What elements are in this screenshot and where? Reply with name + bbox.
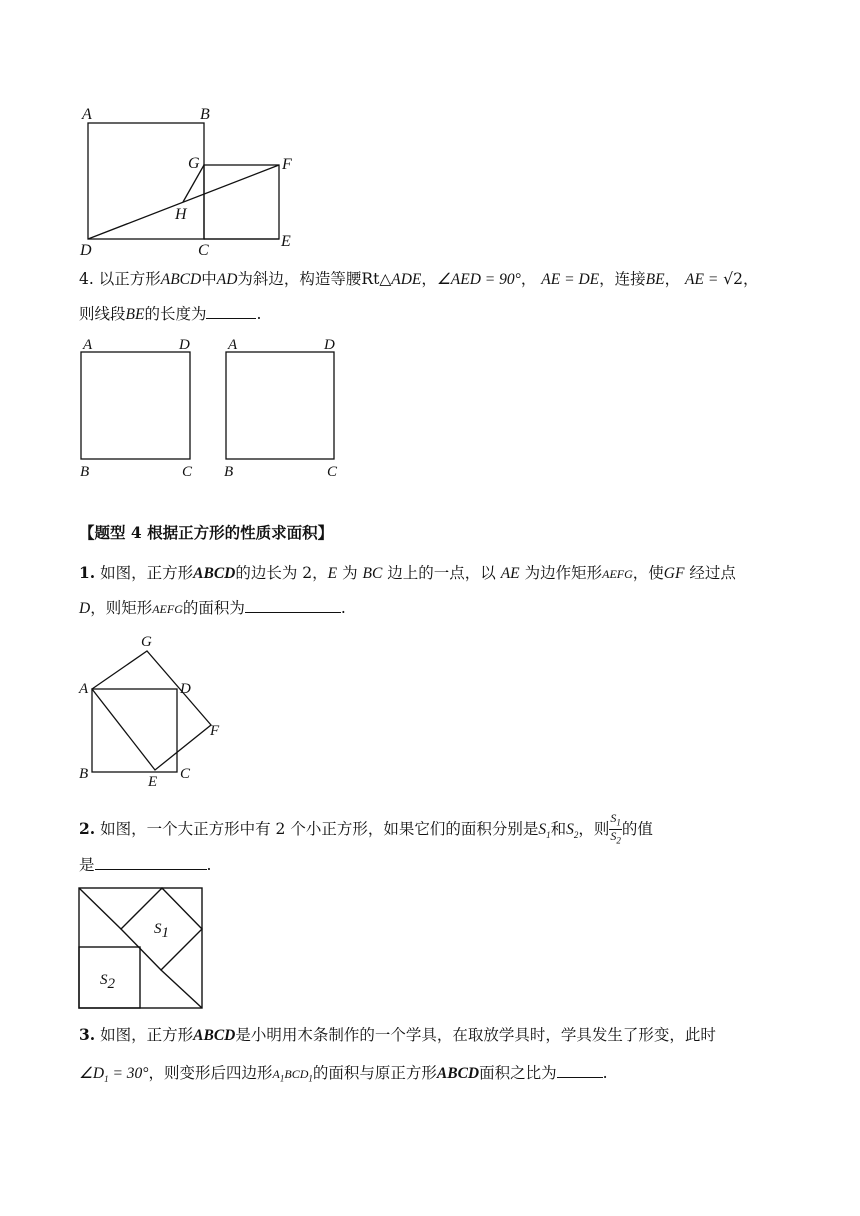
- diagonal-upper-left: [79, 888, 121, 929]
- label-A-p1: A: [79, 681, 89, 697]
- p2-text: ，则: [578, 819, 610, 838]
- q4-text: ，连接: [599, 270, 646, 288]
- p2-text: 是: [79, 856, 95, 874]
- p2-number: 2.: [79, 818, 96, 838]
- p2-line1: [79, 812, 653, 848]
- label-C-left: C: [182, 464, 193, 480]
- p1-d: D: [79, 600, 91, 617]
- label-A-right: A: [228, 337, 238, 353]
- p1-abcd: ABCD: [193, 565, 236, 582]
- p2-text: 和: [550, 819, 567, 838]
- p2-s1-letter: S: [538, 820, 547, 838]
- label-C-right: C: [327, 464, 338, 480]
- p1-gf: GF: [663, 565, 685, 582]
- diagonal-lower-right: [161, 970, 202, 1008]
- q4-angle: ∠AED = 90°: [436, 271, 521, 288]
- label-C-p1: C: [180, 766, 191, 782]
- p3-text: ，则变形后四边形: [148, 1064, 273, 1082]
- q4-text: ，: [520, 270, 537, 288]
- p1-bc: BC: [362, 565, 383, 582]
- p1-text: 为边作矩形: [524, 564, 603, 582]
- label-F-p1: F: [210, 723, 220, 739]
- frac-den-sub: 2: [616, 835, 621, 846]
- p2-s2: [566, 821, 578, 838]
- p1-number: 1.: [79, 563, 96, 582]
- p2-s1-sub: 1: [546, 829, 551, 840]
- label-G: G: [188, 155, 200, 172]
- p1-e: E: [327, 565, 338, 582]
- label-B-right: B: [224, 464, 234, 480]
- p1-text: 的边长为 2，: [235, 564, 328, 582]
- p3-quad-sub1: 1: [279, 1073, 285, 1084]
- q4-text: 则线段: [79, 305, 126, 323]
- label-A-left: A: [83, 337, 93, 353]
- p1-text: 为: [342, 564, 358, 582]
- label-D: D: [80, 242, 92, 259]
- label-C: C: [198, 242, 209, 259]
- p3-line2: [79, 1061, 608, 1090]
- p1-text: ，使: [632, 564, 664, 582]
- p2-line2: [79, 853, 211, 876]
- rectangle-aefg: [92, 651, 211, 770]
- q4-be: BE: [125, 306, 145, 323]
- q4-line1: [79, 268, 759, 291]
- p3-angle-text: ∠D: [79, 1065, 105, 1082]
- p1-text: ，则矩形: [90, 599, 153, 617]
- q4-end: .: [256, 305, 262, 323]
- p1-ae: AE: [500, 565, 520, 582]
- p2-text: 如图，一个大正方形中有 2 个小正方形，如果它们的面积分别是: [100, 819, 539, 838]
- label-E-p1: E: [148, 774, 158, 790]
- p3-abcd: ABCD: [436, 1065, 480, 1082]
- answer-blank[interactable]: [245, 596, 341, 613]
- answer-blank[interactable]: [557, 1061, 603, 1078]
- p3-line1: [79, 1024, 716, 1047]
- q4-abcd: ABCD: [160, 271, 202, 288]
- p3-quad: [272, 1067, 313, 1084]
- square-cefg: [204, 165, 279, 239]
- square-right: [226, 352, 334, 459]
- p2-s1: [538, 821, 550, 838]
- q4-line2: [79, 302, 261, 326]
- p3-abcd: ABCD: [193, 1027, 236, 1044]
- square-abcd-p1: [92, 689, 177, 772]
- p3-quad-sub2: 1: [308, 1073, 313, 1084]
- p3-number: 3.: [79, 1025, 96, 1044]
- p2-end: .: [206, 856, 212, 874]
- p1-line1: [79, 562, 736, 585]
- q4-text: 为斜边，构造等腰: [237, 270, 362, 288]
- p3-angle-sub: 1: [104, 1074, 109, 1085]
- label-G-p1: G: [141, 634, 152, 650]
- p3-text: 是小明用木条制作的一个学具，在取放学具时，学具发生了形变，此时: [235, 1026, 716, 1044]
- square-left: [81, 352, 190, 459]
- p1-end: .: [340, 599, 346, 617]
- q4-ad: AD: [216, 271, 238, 288]
- label-F: F: [282, 156, 292, 173]
- q4-text: 中: [201, 270, 217, 288]
- answer-blank[interactable]: [206, 302, 256, 319]
- p3-text: 面积之比为: [479, 1064, 557, 1082]
- p3-angle: [79, 1065, 149, 1085]
- q4-text: ，: [421, 270, 437, 288]
- p1-text: 如图，正方形: [100, 564, 194, 582]
- q4-be: BE: [645, 271, 665, 288]
- q4-ae-de: AE = DE: [541, 271, 600, 288]
- p3-end: .: [602, 1064, 608, 1082]
- label-A: A: [82, 106, 92, 123]
- q4-number: 4.: [79, 270, 94, 288]
- p2-s2-sub: 2: [573, 829, 579, 840]
- p2-s2-letter: S: [566, 820, 574, 838]
- p3-text: 如图，正方形: [100, 1026, 194, 1044]
- label-D-right: D: [324, 337, 335, 353]
- label-S1: S1: [154, 921, 169, 941]
- label-D-p1: D: [180, 681, 191, 697]
- p3-text: 的面积与原正方形: [312, 1064, 437, 1082]
- p1-text: 边上的一点，以: [387, 564, 496, 582]
- label-D-left: D: [179, 337, 190, 353]
- p1-text: 经过点: [689, 564, 736, 582]
- frac-num-sub: 1: [616, 817, 621, 828]
- label-S2: S2: [100, 972, 115, 992]
- p1-text: 的面积为: [182, 599, 245, 617]
- p1-aefg: AEFG: [602, 567, 633, 581]
- label-E: E: [281, 233, 291, 250]
- p3-quad-bcd: BCD: [284, 1067, 309, 1081]
- label-B-p1: B: [79, 766, 89, 782]
- q4-sqrt2: √2: [723, 270, 743, 288]
- frac-den: S: [610, 829, 617, 844]
- label-H: H: [175, 206, 187, 223]
- section-heading: 【题型 4 根据正方形的性质求面积】: [79, 523, 334, 542]
- square-abcd: [88, 123, 204, 239]
- answer-blank[interactable]: [95, 853, 207, 870]
- q4-ade: ADE: [391, 271, 422, 288]
- q4-text: 的长度为: [144, 305, 207, 323]
- label-B: B: [200, 106, 210, 123]
- p1-aefg: AEFG: [152, 602, 183, 616]
- p1-line2: [79, 596, 346, 620]
- q4-ae-eq: AE =: [685, 271, 719, 288]
- p2-fraction: [609, 812, 622, 848]
- q4-rt: Rt△: [361, 270, 392, 288]
- q4-text: ，: [742, 270, 759, 288]
- q4-text: ，: [664, 270, 681, 288]
- label-B-left: B: [80, 464, 90, 480]
- p3-quad-a: A: [272, 1067, 280, 1081]
- p3-angle-val: = 30°: [112, 1065, 149, 1082]
- p2-text: 的值: [621, 819, 653, 838]
- q4-text: 以正方形: [98, 270, 161, 288]
- frac-num: S: [610, 811, 617, 825]
